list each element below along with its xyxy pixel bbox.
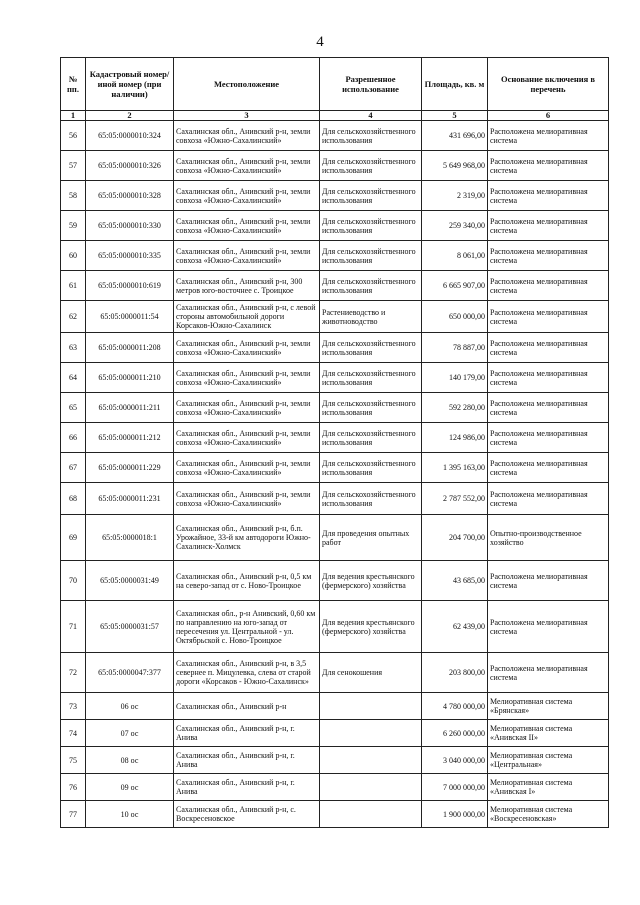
row-number: 67 [61,453,86,483]
location-cell: Сахалинская обл., Анивский р-н, г. Анива [174,747,320,774]
location-cell: Сахалинская обл., Анивский р-н [174,693,320,720]
row-number: 61 [61,271,86,301]
basis-cell: Опытно-производственное хозяйство [488,515,609,561]
cadastral-number: 65:05:0000018:1 [86,515,174,561]
cadastral-number: 65:05:0000011:212 [86,423,174,453]
area-cell: 3 040 000,00 [422,747,488,774]
basis-cell: Мелиоративная система «Центральная» [488,747,609,774]
basis-cell: Расположена мелиоративная система [488,151,609,181]
row-number: 71 [61,601,86,653]
basis-cell: Расположена мелиоративная система [488,561,609,601]
basis-cell: Расположена мелиоративная система [488,241,609,271]
table-row [61,720,609,747]
location-cell: Сахалинская обл., Анивский р-н, с. Воскресеновское [174,801,320,828]
header-no: № пп. [61,58,86,111]
column-number: 1 [61,111,86,121]
permitted-use-cell [320,720,422,747]
location-cell: Сахалинская обл., р-н Анивский, 0,60 км по направлению на юго-запад от пересечения ул. Центральной - ул. Октябрьской с. Ново-Троицкое [174,601,320,653]
location-cell: Сахалинская обл., Анивский р-н, б.п. Урожайное, 33-й км автодороги Южно-Сахалинск-Холмск [174,515,320,561]
basis-cell: Расположена мелиоративная система [488,393,609,423]
area-cell: 6 665 907,00 [422,271,488,301]
cadastral-number: 65:05:0000031:49 [86,561,174,601]
location-cell: Сахалинская обл., Анивский р-н, земли совхоза «Южно-Сахалинский» [174,151,320,181]
cadastral-number: 65:05:0000010:619 [86,271,174,301]
permitted-use-cell: Для сельскохозяйственного использования [320,393,422,423]
table-row [61,653,609,693]
row-number: 57 [61,151,86,181]
cadastral-number: 65:05:0000011:211 [86,393,174,423]
area-cell: 2 319,00 [422,181,488,211]
permitted-use-cell: Растениеводство и животноводство [320,301,422,333]
area-cell: 6 260 000,00 [422,720,488,747]
header-row [61,58,609,111]
permitted-use-cell: Для проведения опытных работ [320,515,422,561]
area-cell: 62 439,00 [422,601,488,653]
area-cell: 204 700,00 [422,515,488,561]
row-number: 70 [61,561,86,601]
row-number: 74 [61,720,86,747]
column-numbers-row [61,111,609,121]
location-cell: Сахалинская обл., Анивский р-н, земли совхоза «Южно-Сахалинский» [174,453,320,483]
basis-cell: Расположена мелиоративная система [488,211,609,241]
location-cell: Сахалинская обл., Анивский р-н, с левой стороны автомобильной дороги Корсаков-Южно-Сахалинск [174,301,320,333]
basis-cell: Мелиоративная система «Анивская I» [488,774,609,801]
cadastral-number: 65:05:0000031:57 [86,601,174,653]
table-row [61,333,609,363]
area-cell: 592 280,00 [422,393,488,423]
location-cell: Сахалинская обл., Анивский р-н, в 3,5 севернее п. Мицулевка, слева от старой дороги «Корсаков - Южно-Сахалинск» [174,653,320,693]
location-cell: Сахалинская обл., Анивский р-н, земли совхоза «Южно-Сахалинский» [174,211,320,241]
basis-cell: Расположена мелиоративная система [488,483,609,515]
area-cell: 650 000,00 [422,301,488,333]
row-number: 56 [61,121,86,151]
cadastral-number: 65:05:0000010:324 [86,121,174,151]
row-number: 66 [61,423,86,453]
row-number: 62 [61,301,86,333]
header-cadastral-number: Кадастровый номер/иной номер (при наличии) [86,58,174,111]
table-row [61,515,609,561]
table-row [61,423,609,453]
table-row [61,601,609,653]
row-number: 72 [61,653,86,693]
row-number: 68 [61,483,86,515]
cadastral-number: 65:05:0000010:330 [86,211,174,241]
cadastral-number: 08 ос [86,747,174,774]
row-number: 75 [61,747,86,774]
row-number: 63 [61,333,86,363]
permitted-use-cell [320,747,422,774]
area-cell: 124 986,00 [422,423,488,453]
table-row [61,561,609,601]
area-cell: 1 395 163,00 [422,453,488,483]
cadastral-number: 10 ос [86,801,174,828]
permitted-use-cell: Для сельскохозяйственного использования [320,271,422,301]
cadastral-number: 06 ос [86,693,174,720]
cadastral-number: 65:05:0000011:210 [86,363,174,393]
basis-cell: Мелиоративная система «Брянская» [488,693,609,720]
basis-cell: Расположена мелиоративная система [488,601,609,653]
header-area: Площадь, кв. м [422,58,488,111]
permitted-use-cell: Для сельскохозяйственного использования [320,121,422,151]
basis-cell: Расположена мелиоративная система [488,333,609,363]
location-cell: Сахалинская обл., Анивский р-н, г. Анива [174,774,320,801]
area-cell: 431 696,00 [422,121,488,151]
row-number: 64 [61,363,86,393]
area-cell: 1 900 000,00 [422,801,488,828]
permitted-use-cell: Для сельскохозяйственного использования [320,241,422,271]
table-row [61,393,609,423]
location-cell: Сахалинская обл., Анивский р-н, земли совхоза «Южно-Сахалинский» [174,121,320,151]
row-number: 77 [61,801,86,828]
area-cell: 78 887,00 [422,333,488,363]
area-cell: 8 061,00 [422,241,488,271]
row-number: 58 [61,181,86,211]
area-cell: 2 787 552,00 [422,483,488,515]
basis-cell: Расположена мелиоративная система [488,301,609,333]
permitted-use-cell: Для сельскохозяйственного использования [320,423,422,453]
basis-cell: Расположена мелиоративная система [488,121,609,151]
table-row [61,747,609,774]
table-row [61,774,609,801]
cadastral-number: 65:05:0000010:326 [86,151,174,181]
area-cell: 5 649 968,00 [422,151,488,181]
permitted-use-cell: Для сельскохозяйственного использования [320,181,422,211]
area-cell: 140 179,00 [422,363,488,393]
location-cell: Сахалинская обл., Анивский р-н, земли совхоза «Южно-Сахалинский» [174,241,320,271]
permitted-use-cell [320,801,422,828]
row-number: 76 [61,774,86,801]
permitted-use-cell: Для ведения крестьянского (фермерского) хозяйства [320,601,422,653]
location-cell: Сахалинская обл., Анивский р-н, земли совхоза «Южно-Сахалинский» [174,333,320,363]
cadastral-number: 65:05:0000011:231 [86,483,174,515]
location-cell: Сахалинская обл., Анивский р-н, земли совхоза «Южно-Сахалинский» [174,423,320,453]
location-cell: Сахалинская обл., Анивский р-н, земли совхоза «Южно-Сахалинский» [174,181,320,211]
permitted-use-cell [320,693,422,720]
row-number: 69 [61,515,86,561]
table-row [61,181,609,211]
permitted-use-cell: Для сельскохозяйственного использования [320,483,422,515]
table-row [61,483,609,515]
area-cell: 7 000 000,00 [422,774,488,801]
cadastral-number: 65:05:0000047:377 [86,653,174,693]
basis-cell: Мелиоративная система «Воскресеновская» [488,801,609,828]
cadastral-number: 09 ос [86,774,174,801]
land-registry-table [60,57,609,828]
table-row [61,693,609,720]
row-number: 73 [61,693,86,720]
row-number: 60 [61,241,86,271]
table-row [61,151,609,181]
location-cell: Сахалинская обл., Анивский р-н, 300 метров юго-восточнее с. Троицкое [174,271,320,301]
permitted-use-cell: Для сенокошения [320,653,422,693]
cadastral-number: 65:05:0000010:335 [86,241,174,271]
table-row [61,301,609,333]
cadastral-number: 65:05:0000011:208 [86,333,174,363]
area-cell: 43 685,00 [422,561,488,601]
column-number: 2 [86,111,174,121]
column-number: 6 [488,111,609,121]
area-cell: 4 780 000,00 [422,693,488,720]
header-location: Местоположение [174,58,320,111]
location-cell: Сахалинская обл., Анивский р-н, земли совхоза «Южно-Сахалинский» [174,393,320,423]
permitted-use-cell: Для сельскохозяйственного использования [320,453,422,483]
basis-cell: Расположена мелиоративная система [488,423,609,453]
row-number: 65 [61,393,86,423]
table-row [61,211,609,241]
location-cell: Сахалинская обл., Анивский р-н, г. Анива [174,720,320,747]
permitted-use-cell [320,774,422,801]
table-row [61,363,609,393]
column-number: 4 [320,111,422,121]
location-cell: Сахалинская обл., Анивский р-н, земли совхоза «Южно-Сахалинский» [174,363,320,393]
table-row [61,271,609,301]
table-row [61,121,609,151]
table-row [61,241,609,271]
cadastral-number: 07 ос [86,720,174,747]
cadastral-number: 65:05:0000010:328 [86,181,174,211]
table-row [61,453,609,483]
column-number: 3 [174,111,320,121]
cadastral-number: 65:05:0000011:229 [86,453,174,483]
location-cell: Сахалинская обл., Анивский р-н, 0,5 км на северо-запад от с. Ново-Троицкое [174,561,320,601]
header-permitted-use: Разрешенное использование [320,58,422,111]
permitted-use-cell: Для ведения крестьянского (фермерского) хозяйства [320,561,422,601]
area-cell: 203 800,00 [422,653,488,693]
permitted-use-cell: Для сельскохозяйственного использования [320,151,422,181]
location-cell: Сахалинская обл., Анивский р-н, земли совхоза «Южно-Сахалинский» [174,483,320,515]
basis-cell: Расположена мелиоративная система [488,653,609,693]
header-basis: Основание включения в перечень [488,58,609,111]
page-number: 4 [316,34,324,50]
cadastral-number: 65:05:0000011:54 [86,301,174,333]
basis-cell: Расположена мелиоративная система [488,271,609,301]
basis-cell: Расположена мелиоративная система [488,181,609,211]
area-cell: 259 340,00 [422,211,488,241]
row-number: 59 [61,211,86,241]
table-row [61,801,609,828]
basis-cell: Расположена мелиоративная система [488,363,609,393]
permitted-use-cell: Для сельскохозяйственного использования [320,363,422,393]
basis-cell: Мелиоративная система «Анивская II» [488,720,609,747]
permitted-use-cell: Для сельскохозяйственного использования [320,333,422,363]
column-number: 5 [422,111,488,121]
basis-cell: Расположена мелиоративная система [488,453,609,483]
permitted-use-cell: Для сельскохозяйственного использования [320,211,422,241]
